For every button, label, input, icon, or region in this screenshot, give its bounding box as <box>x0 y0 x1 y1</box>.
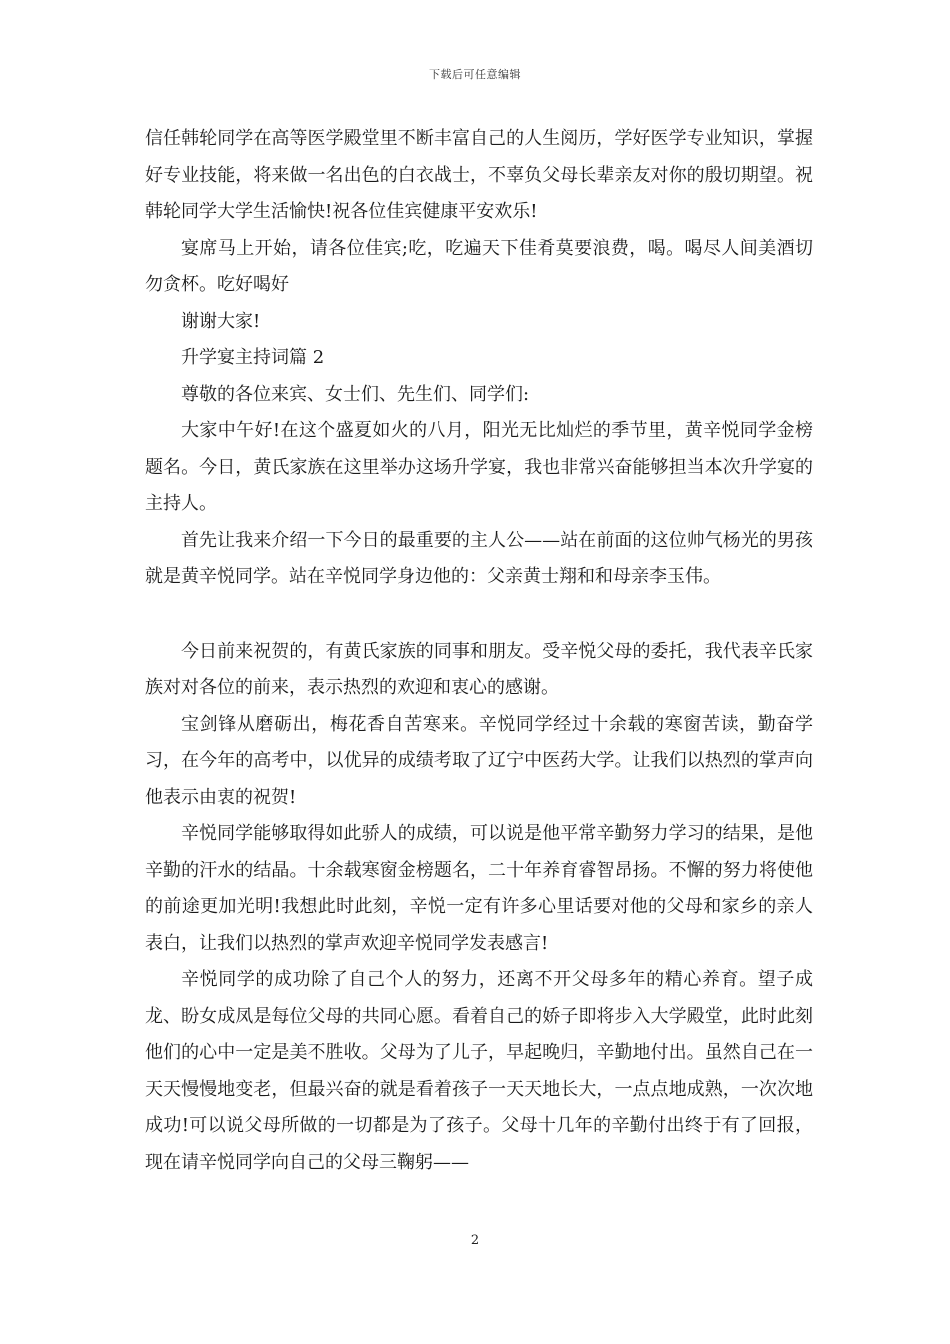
section-title: 升学宴主持词篇 2 <box>181 347 325 368</box>
document-body <box>145 121 813 1181</box>
paragraph-effort: 辛悦同学能够取得如此骄人的成绩，可以说是他平常辛勤努力学习的结果，是他辛勤的汗水的结晶。十余载寒窗金榜题名，二十年养育睿智昂扬。不懈的努力将使他的前途更加光明!我想此时此刻，辛悦一定有许多心里话要对他的父母和家乡的亲人表白，让我们以热烈的掌声欢迎辛悦同学发表感言! <box>145 823 813 954</box>
paragraph-salutation: 尊敬的各位来宾、女士们、先生们、同学们: <box>181 383 530 405</box>
paragraph-continuation: 信任韩轮同学在高等医学殿堂里不断丰富自己的人生阅历，学好医学专业知识，掌握好专业技能，将来做一名出色的白衣战士，不辜负父母长辈亲友对你的殷切期望。祝韩轮同学大学生活愉快!祝各位佳宾健康平安欢乐! <box>145 128 813 222</box>
paragraph-introduction: 首先让我来介绍一下今日的最重要的主人公——站在前面的这位帅气杨光的男孩就是黄辛悦同学。站在辛悦同学身边他的：父亲黄士翔和和母亲李玉伟。 <box>145 529 813 587</box>
page-number: 2 <box>470 1233 480 1248</box>
paragraph-banquet: 宴席马上开始，请各位佳宾;吃，吃遍天下佳肴莫要浪费，喝。喝尽人间美酒切勿贪杯。吃好喝好 <box>145 237 813 295</box>
paragraph-gap <box>145 596 813 634</box>
paragraph-thanks: 谢谢大家! <box>181 310 261 332</box>
paragraph-guests: 今日前来祝贺的，有黄氏家族的同事和朋友。受辛悦父母的委托，我代表辛氏家族对对各位的前来，表示热烈的欢迎和衷心的感谢。 <box>145 640 813 698</box>
paragraph-greeting: 大家中午好!在这个盛夏如火的八月，阳光无比灿烂的季节里，黄辛悦同学金榜题名。今日，黄氏家族在这里举办这场升学宴，我也非常兴奋能够担当本次升学宴的主持人。 <box>145 420 813 514</box>
paragraph-achievement: 宝剑锋从磨砺出，梅花香自苦寒来。辛悦同学经过十余载的寒窗苦读，勤奋学习，在今年的高考中，以优异的成绩考取了辽宁中医药大学。让我们以热烈的掌声向他表示由衷的祝贺! <box>145 713 813 808</box>
page-header: 下载后可任意编辑 <box>429 68 521 81</box>
paragraph-parents: 辛悦同学的成功除了自己个人的努力，还离不开父母多年的精心养育。望子成龙、盼女成凤是每位父母的共同心愿。看着自己的娇子即将步入大学殿堂，此时此刻他们的心中一定是美不胜收。父母为了儿子，早起晚归，辛勤地付出。虽然自己在一天天慢慢地变老，但最兴奋的就是看着孩子一天天地长大，一点点地成熟，一次次地成功!可以说父母所做的一切都是为了孩子。父母十几年的辛勤付出终于有了回报，现在请辛悦同学向自己的父母三鞠躬—— <box>145 969 813 1173</box>
